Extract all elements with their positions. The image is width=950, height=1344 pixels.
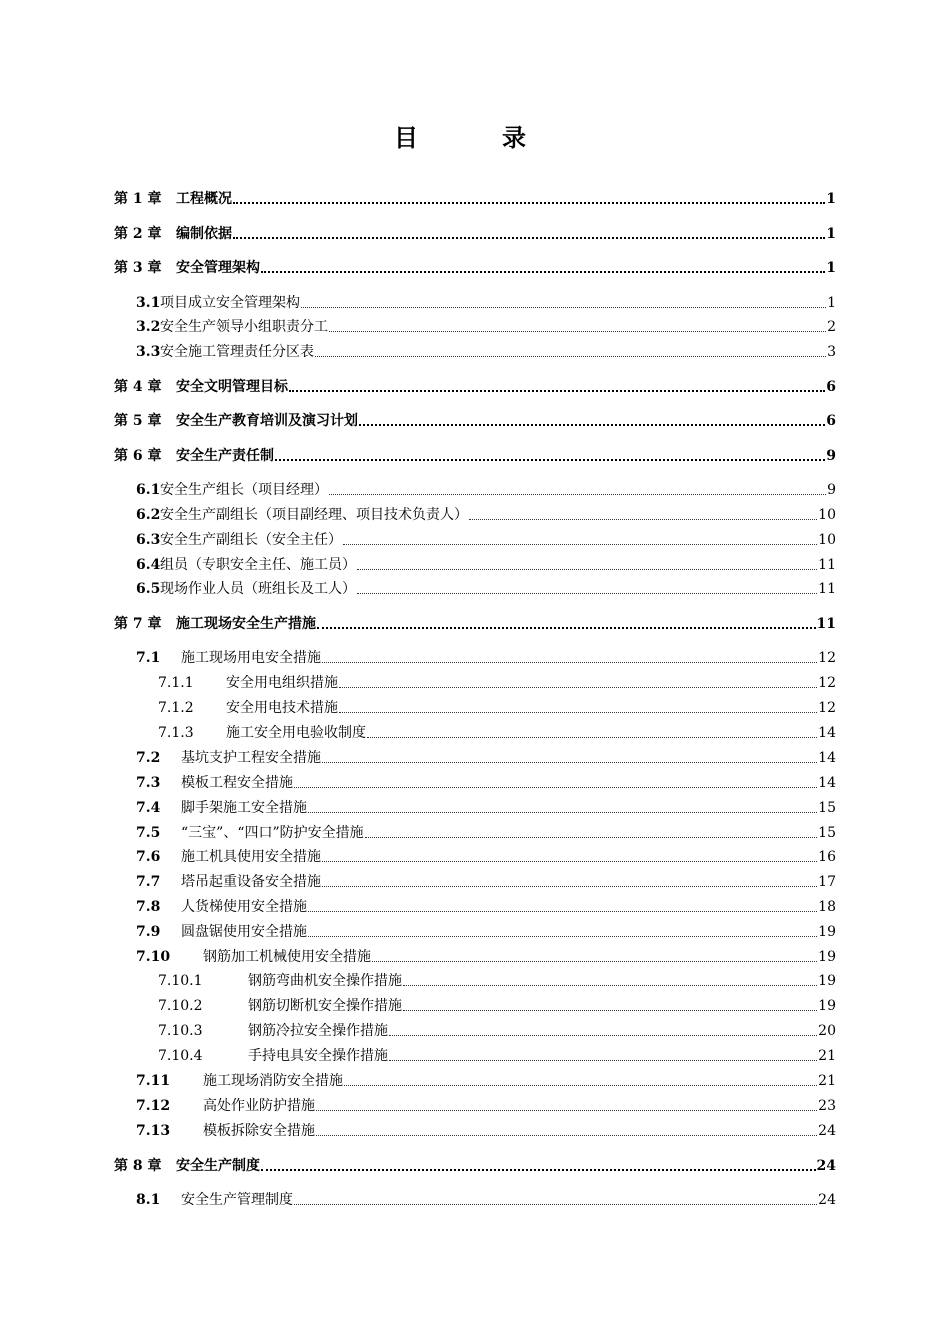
toc-dot-leader bbox=[372, 961, 817, 962]
toc-entry-page-number: 11 bbox=[818, 557, 836, 573]
toc-entry-label bbox=[136, 749, 321, 767]
toc-entry-number: 第 4 章 bbox=[114, 379, 162, 395]
toc-dot-leader bbox=[233, 202, 825, 204]
toc-dot-leader bbox=[308, 812, 817, 813]
toc-entry[interactable] bbox=[158, 1022, 836, 1040]
toc-entry-number: 第 5 章 bbox=[114, 413, 162, 429]
toc-entry-number: 7.10.2 bbox=[158, 998, 203, 1014]
toc-dot-leader bbox=[343, 544, 817, 545]
toc-entry-page-number: 19 bbox=[818, 973, 836, 989]
toc-entry-label bbox=[114, 259, 260, 277]
toc-entry-title: 钢筋加工机械使用安全措施 bbox=[203, 949, 371, 965]
toc-dot-leader bbox=[469, 519, 817, 520]
toc-entry[interactable] bbox=[114, 259, 836, 277]
toc-entry-page-number: 18 bbox=[818, 899, 836, 915]
toc-entry[interactable] bbox=[136, 1122, 836, 1140]
toc-entry-number: 第 8 章 bbox=[114, 1158, 162, 1174]
toc-entry-label bbox=[136, 556, 356, 574]
toc-dot-leader bbox=[365, 837, 818, 838]
toc-entry-number: 7.10.3 bbox=[158, 1023, 203, 1039]
toc-entry-title: 编制依据 bbox=[176, 226, 232, 242]
toc-entry[interactable] bbox=[136, 556, 836, 574]
toc-dot-leader bbox=[403, 985, 817, 986]
toc-entry-page-number: 2 bbox=[827, 319, 836, 335]
toc-entry[interactable] bbox=[158, 972, 836, 990]
toc-entry-number: 7.11 bbox=[136, 1073, 171, 1089]
toc-dot-leader bbox=[294, 1204, 817, 1205]
toc-entry-title: 安全生产副组长（项目副经理、项目技术负责人） bbox=[160, 507, 468, 523]
toc-entry-title: 安全管理架构 bbox=[176, 260, 260, 276]
toc-dot-leader bbox=[389, 1035, 817, 1036]
toc-entry-title: 安全用电组织措施 bbox=[226, 675, 338, 691]
toc-entry-title: 项目成立安全管理架构 bbox=[160, 295, 300, 311]
toc-entry-title: 手持电具安全操作措施 bbox=[248, 1048, 388, 1064]
toc-entry-label bbox=[114, 378, 288, 396]
toc-entry-page-number: 21 bbox=[818, 1048, 836, 1064]
toc-entry-title: 施工现场用电安全措施 bbox=[181, 650, 321, 666]
toc-dot-leader bbox=[357, 569, 817, 570]
toc-entry-page-number: 9 bbox=[827, 482, 836, 498]
toc-entry-page-number: 12 bbox=[818, 675, 836, 691]
toc-entry-title: 安全生产制度 bbox=[176, 1158, 260, 1174]
toc-entry-title: 钢筋切断机安全操作措施 bbox=[248, 998, 402, 1014]
toc-entry-label bbox=[114, 412, 358, 430]
toc-entry[interactable] bbox=[136, 1072, 836, 1090]
toc-entry[interactable] bbox=[136, 749, 836, 767]
toc-entry[interactable] bbox=[114, 615, 836, 633]
toc-entry-title: 塔吊起重设备安全措施 bbox=[181, 874, 321, 890]
toc-entry-number: 7.2 bbox=[136, 750, 161, 766]
toc-dot-leader bbox=[322, 861, 817, 862]
toc-entry[interactable] bbox=[136, 506, 836, 524]
toc-dot-leader bbox=[316, 1135, 817, 1136]
toc-entry[interactable] bbox=[136, 649, 836, 667]
toc-dot-leader bbox=[233, 237, 825, 239]
toc-entry-label bbox=[114, 225, 232, 243]
toc-dot-leader bbox=[308, 911, 817, 912]
toc-entry[interactable] bbox=[136, 343, 836, 361]
toc-entry-number: 8.1 bbox=[136, 1192, 161, 1208]
toc-entry[interactable] bbox=[158, 699, 836, 717]
toc-entry-page-number: 14 bbox=[818, 725, 836, 741]
toc-entry-title: 施工现场安全生产措施 bbox=[176, 616, 316, 632]
toc-entry-number: 6.3 bbox=[136, 532, 161, 548]
toc-entry-label bbox=[136, 1097, 315, 1115]
toc-entry-page-number: 6 bbox=[826, 379, 836, 395]
toc-entry-number: 6.1 bbox=[136, 482, 161, 498]
toc-entry-label bbox=[136, 318, 328, 336]
toc-entry-number: 7.10.4 bbox=[158, 1048, 203, 1064]
toc-entry-label bbox=[136, 923, 307, 941]
toc-entry[interactable] bbox=[136, 898, 836, 916]
toc-dot-leader bbox=[294, 787, 817, 788]
toc-entry[interactable] bbox=[136, 948, 836, 966]
toc-entry-page-number: 12 bbox=[818, 650, 836, 666]
toc-entry-title: 钢筋弯曲机安全操作措施 bbox=[248, 973, 402, 989]
toc-entry-number: 6.5 bbox=[136, 581, 161, 597]
toc-entry[interactable] bbox=[158, 1047, 836, 1065]
toc-entry-label bbox=[136, 824, 364, 842]
toc-entry-page-number: 21 bbox=[818, 1073, 836, 1089]
toc-dot-leader bbox=[308, 936, 817, 937]
toc-entry-number: 3.1 bbox=[136, 295, 161, 311]
toc-title: 目 录 bbox=[394, 123, 556, 152]
toc-entry-page-number: 11 bbox=[816, 616, 836, 632]
toc-entry-number: 7.1.3 bbox=[158, 725, 194, 741]
toc-entry-title: 安全生产教育培训及演习计划 bbox=[176, 413, 358, 429]
toc-entry-number: 7.10 bbox=[136, 949, 171, 965]
toc-dot-leader bbox=[322, 762, 817, 763]
toc-dot-leader bbox=[357, 593, 817, 594]
toc-entry-label bbox=[158, 1047, 388, 1065]
toc-entry-title: 工程概况 bbox=[176, 191, 232, 207]
toc-entry-page-number: 20 bbox=[818, 1023, 836, 1039]
toc-entry-page-number: 24 bbox=[818, 1123, 836, 1139]
toc-entry-page-number: 23 bbox=[818, 1098, 836, 1114]
toc-dot-leader bbox=[367, 737, 817, 738]
toc-entry[interactable] bbox=[136, 824, 836, 842]
toc-entry-title: 施工现场消防安全措施 bbox=[203, 1073, 343, 1089]
toc-entry-title: 施工机具使用安全措施 bbox=[181, 849, 321, 865]
toc-entry-number: 第 7 章 bbox=[114, 616, 162, 632]
toc-entry-number: 7.1 bbox=[136, 650, 161, 666]
toc-entry[interactable] bbox=[114, 447, 836, 465]
toc-entry-page-number: 11 bbox=[818, 581, 836, 597]
toc-entry-number: 7.1.1 bbox=[158, 675, 194, 691]
toc-entry[interactable] bbox=[136, 531, 836, 549]
toc-entry-title: 安全生产副组长（安全主任） bbox=[160, 532, 342, 548]
toc-dot-leader bbox=[275, 459, 825, 461]
toc-entry[interactable] bbox=[136, 923, 836, 941]
toc-entry-label bbox=[136, 580, 356, 598]
toc-entry-title: “三宝”、“四口”防护安全措施 bbox=[181, 825, 364, 841]
toc-entry-label bbox=[136, 848, 321, 866]
toc-entry-label bbox=[114, 1157, 260, 1175]
toc-dot-leader bbox=[322, 662, 817, 663]
toc-entry-number: 7.13 bbox=[136, 1123, 171, 1139]
toc-entry-title: 人货梯使用安全措施 bbox=[181, 899, 307, 915]
toc-entry-label bbox=[136, 343, 314, 361]
toc-entry-label bbox=[136, 649, 321, 667]
toc-entry-title: 现场作业人员（班组长及工人） bbox=[160, 581, 356, 597]
toc-dot-leader bbox=[261, 1169, 816, 1171]
toc-dot-leader bbox=[329, 331, 826, 332]
toc-entry[interactable] bbox=[136, 774, 836, 792]
toc-entry-number: 3.3 bbox=[136, 344, 161, 360]
toc-entry-number: 7.8 bbox=[136, 899, 161, 915]
toc-entry-label bbox=[136, 873, 321, 891]
toc-dot-leader bbox=[329, 494, 826, 495]
toc-entry-number: 7.10.1 bbox=[158, 973, 203, 989]
toc-entry-number: 3.2 bbox=[136, 319, 161, 335]
toc-entry-label bbox=[136, 948, 371, 966]
toc-dot-leader bbox=[339, 712, 817, 713]
toc-entry-page-number: 24 bbox=[818, 1192, 836, 1208]
toc-entry-title: 高处作业防护措施 bbox=[203, 1098, 315, 1114]
toc-dot-leader bbox=[322, 886, 817, 887]
toc-entry-page-number: 9 bbox=[826, 448, 836, 464]
toc-entry[interactable] bbox=[158, 724, 836, 742]
toc-dot-leader bbox=[339, 687, 817, 688]
toc-entry-page-number: 19 bbox=[818, 924, 836, 940]
toc-entry-page-number: 6 bbox=[826, 413, 836, 429]
toc-entry-page-number: 10 bbox=[818, 532, 836, 548]
toc-entry[interactable] bbox=[136, 1097, 836, 1115]
toc-entry-label bbox=[114, 447, 274, 465]
toc-dot-leader bbox=[344, 1085, 817, 1086]
toc-entry[interactable] bbox=[136, 799, 836, 817]
toc-entry-page-number: 17 bbox=[818, 874, 836, 890]
toc-entry-title: 安全生产领导小组职责分工 bbox=[160, 319, 328, 335]
toc-entry-label bbox=[136, 1122, 315, 1140]
toc-entry-page-number: 1 bbox=[826, 191, 836, 207]
toc-entry-number: 第 6 章 bbox=[114, 448, 162, 464]
toc-entry-page-number: 1 bbox=[826, 260, 836, 276]
toc-entry-label bbox=[158, 674, 338, 692]
toc-entry-title: 安全施工管理责任分区表 bbox=[160, 344, 314, 360]
toc-entry-number: 7.3 bbox=[136, 775, 161, 791]
toc-entry-title: 组员（专职安全主任、施工员） bbox=[160, 557, 356, 573]
toc-entry-number: 第 2 章 bbox=[114, 226, 162, 242]
toc-dot-leader bbox=[261, 271, 825, 273]
toc-entry[interactable] bbox=[114, 412, 836, 430]
toc-entry-title: 脚手架施工安全措施 bbox=[181, 800, 307, 816]
toc-entry[interactable] bbox=[114, 225, 836, 243]
toc-entry-title: 基坑支护工程安全措施 bbox=[181, 750, 321, 766]
toc-entry-page-number: 19 bbox=[818, 949, 836, 965]
toc-entry[interactable] bbox=[114, 190, 836, 208]
toc-entry-page-number: 15 bbox=[818, 825, 836, 841]
toc-entry[interactable] bbox=[136, 481, 836, 499]
toc-entry-number: 6.2 bbox=[136, 507, 161, 523]
toc-entry-title: 钢筋冷拉安全操作措施 bbox=[248, 1023, 388, 1039]
toc-entry-label bbox=[136, 531, 342, 549]
toc-dot-leader bbox=[403, 1010, 817, 1011]
toc-dot-leader bbox=[389, 1060, 817, 1061]
toc-entry-title: 安全文明管理目标 bbox=[176, 379, 288, 395]
toc-entry[interactable] bbox=[136, 873, 836, 891]
toc-entry-label bbox=[158, 972, 402, 990]
toc-entry-label bbox=[136, 1191, 293, 1209]
toc-entry-number: 7.5 bbox=[136, 825, 161, 841]
toc-entry[interactable] bbox=[114, 1157, 836, 1175]
toc-entry-page-number: 14 bbox=[818, 750, 836, 766]
toc-entry-label bbox=[158, 1022, 388, 1040]
toc-dot-leader bbox=[317, 627, 816, 629]
toc-entry-title: 模板工程安全措施 bbox=[181, 775, 293, 791]
toc-dot-leader bbox=[289, 390, 825, 392]
toc-entry-page-number: 10 bbox=[818, 507, 836, 523]
toc-entry-page-number: 3 bbox=[827, 344, 836, 360]
toc-entry-number: 7.12 bbox=[136, 1098, 171, 1114]
toc-entry-page-number: 12 bbox=[818, 700, 836, 716]
toc-dot-leader bbox=[301, 307, 826, 308]
toc-entry-label bbox=[136, 774, 293, 792]
toc-entry-page-number: 1 bbox=[826, 226, 836, 242]
toc-entry-page-number: 1 bbox=[827, 295, 836, 311]
toc-entry[interactable] bbox=[158, 997, 836, 1015]
toc-dot-leader bbox=[316, 1110, 817, 1111]
toc-entry-page-number: 15 bbox=[818, 800, 836, 816]
toc-entry-number: 第 3 章 bbox=[114, 260, 162, 276]
toc-entry-number: 6.4 bbox=[136, 557, 161, 573]
toc-entry-title: 模板拆除安全措施 bbox=[203, 1123, 315, 1139]
toc-entry[interactable] bbox=[136, 294, 836, 312]
toc-entry-page-number: 19 bbox=[818, 998, 836, 1014]
toc-entry-number: 7.7 bbox=[136, 874, 161, 890]
toc-entry-label bbox=[136, 481, 328, 499]
toc-entry-page-number: 24 bbox=[816, 1158, 836, 1174]
toc-entry-title: 安全生产责任制 bbox=[176, 448, 274, 464]
toc-entry-label bbox=[114, 615, 316, 633]
toc-entry-label bbox=[136, 898, 307, 916]
toc-entry-title: 施工安全用电验收制度 bbox=[226, 725, 366, 741]
toc-entry[interactable] bbox=[136, 848, 836, 866]
toc-entry-number: 第 1 章 bbox=[114, 191, 162, 207]
toc-entry-label bbox=[136, 799, 307, 817]
toc-entry-title: 安全生产组长（项目经理） bbox=[160, 482, 328, 498]
toc-entry-page-number: 14 bbox=[818, 775, 836, 791]
toc-dot-leader bbox=[315, 356, 826, 357]
toc-entry-label bbox=[136, 294, 300, 312]
toc-entry-number: 7.1.2 bbox=[158, 700, 194, 716]
toc-dot-leader bbox=[359, 424, 825, 426]
toc-entry-title: 安全用电技术措施 bbox=[226, 700, 338, 716]
toc-entry-number: 7.9 bbox=[136, 924, 161, 940]
toc-entry-title: 圆盘锯使用安全措施 bbox=[181, 924, 307, 940]
toc-entry-page-number: 16 bbox=[818, 849, 836, 865]
toc-entry-label bbox=[136, 506, 468, 524]
toc-entry-label bbox=[136, 1072, 343, 1090]
toc-entry-label bbox=[158, 724, 366, 742]
toc-entry-number: 7.6 bbox=[136, 849, 161, 865]
toc-entry-label bbox=[158, 699, 338, 717]
toc-entry[interactable] bbox=[158, 674, 836, 692]
toc-entry-label bbox=[158, 997, 402, 1015]
toc-entry[interactable] bbox=[136, 580, 836, 598]
toc-entry-label bbox=[114, 190, 232, 208]
toc-entry[interactable] bbox=[114, 378, 836, 396]
toc-entry[interactable] bbox=[136, 318, 836, 336]
toc-entry-number: 7.4 bbox=[136, 800, 161, 816]
toc-entry-title: 安全生产管理制度 bbox=[181, 1192, 293, 1208]
toc-entry[interactable] bbox=[136, 1191, 836, 1209]
